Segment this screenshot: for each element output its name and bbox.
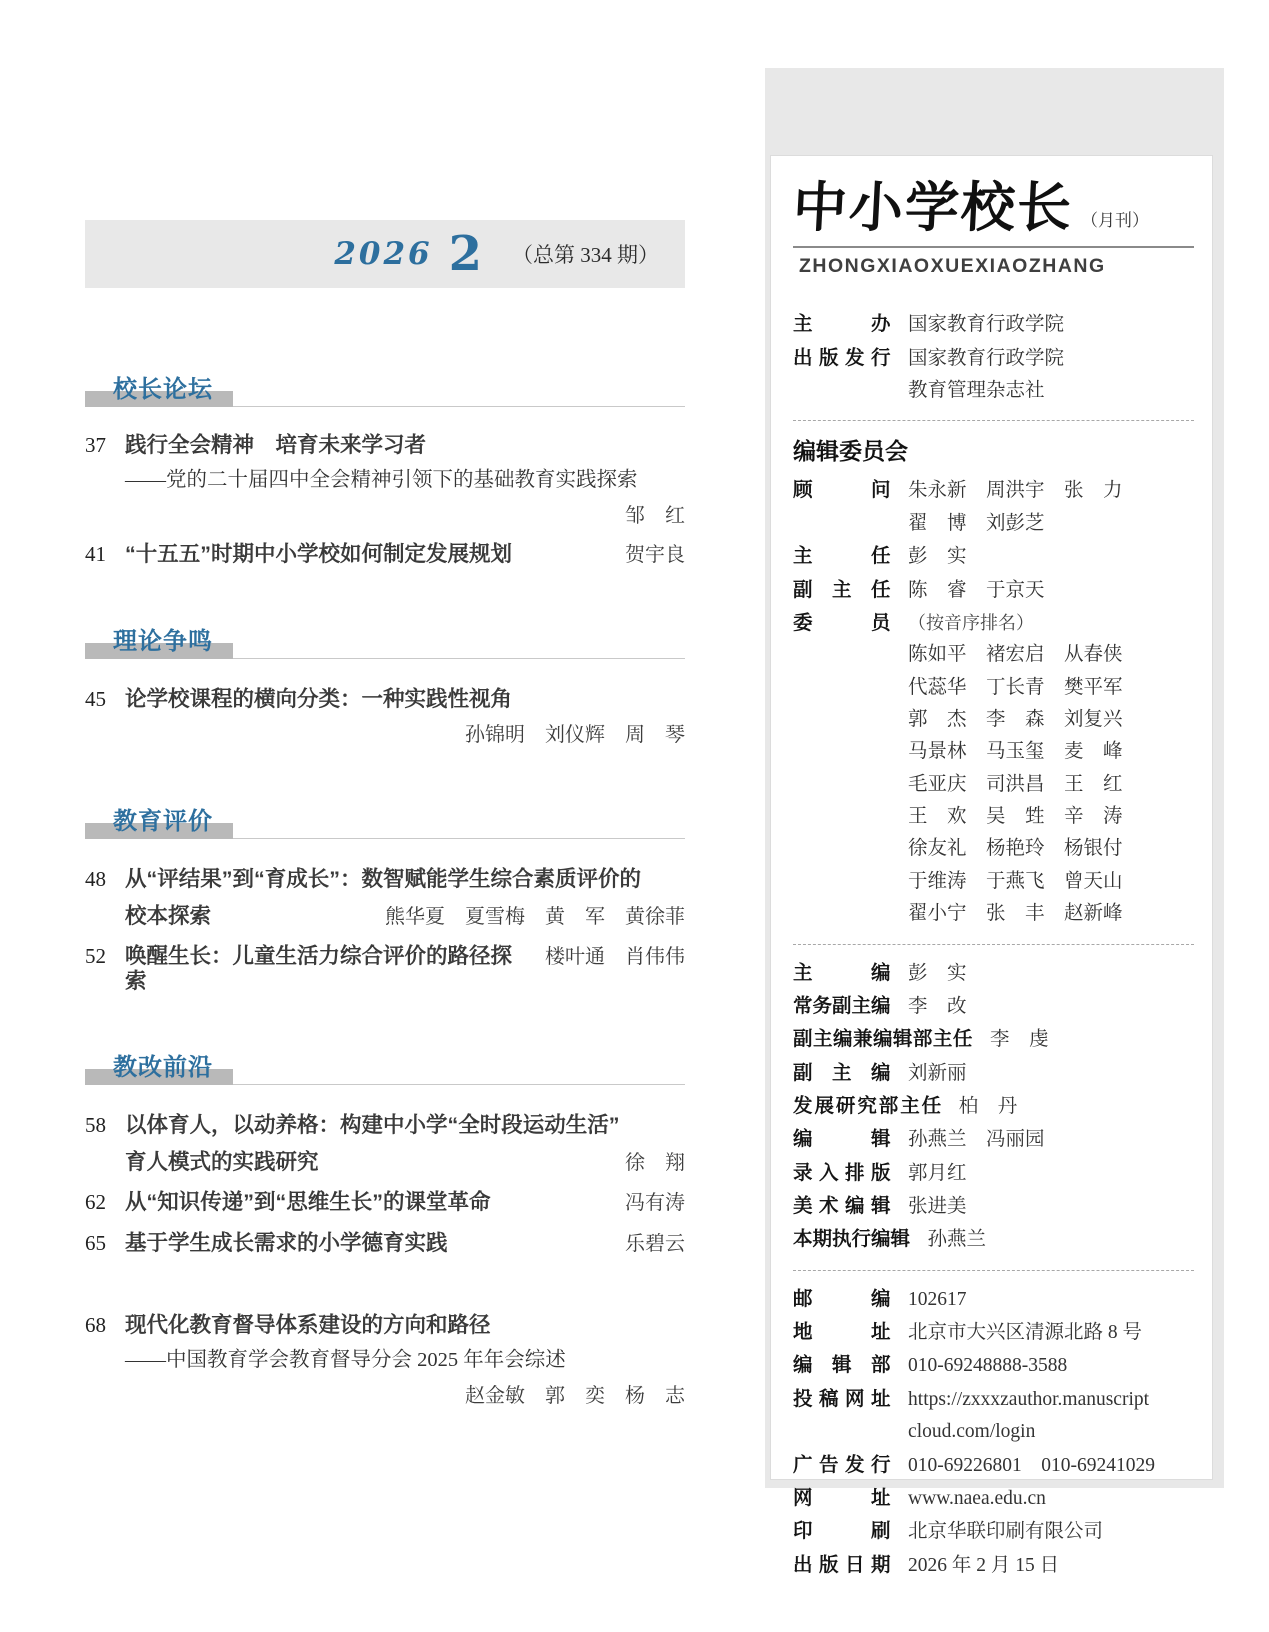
- staff-label: 副主编: [793, 1061, 891, 1084]
- article-62: [85, 1190, 685, 1216]
- article-authors: 邹 红: [625, 505, 685, 527]
- committee-member-row: 郭 杰 李 森 刘复兴: [908, 708, 1123, 730]
- deputy-director-label: 副主任: [793, 578, 891, 601]
- editorial-dept-row: [793, 1349, 1194, 1382]
- magazine-title: 中小学校长: [791, 175, 1075, 239]
- committee-heading: 编辑委员会: [793, 438, 908, 465]
- article-41: [85, 542, 685, 568]
- article-page-number: 52: [85, 944, 106, 968]
- staff-label: 副主编兼编辑部主任: [793, 1028, 973, 1051]
- staff-value: 孙燕兰: [927, 1229, 987, 1251]
- submission-url-line2: cloud.com/login: [908, 1421, 1036, 1443]
- staff-row-managing-deputy-editor: [793, 990, 1194, 1023]
- article-page-number: 65: [85, 1231, 106, 1255]
- article-45: [85, 687, 685, 748]
- section-header-theory-debate: [85, 614, 685, 659]
- masthead-card: [770, 155, 1213, 1576]
- members-label: 委员: [793, 611, 891, 634]
- address-label: 地址: [793, 1321, 891, 1344]
- staff-value: 郭月红: [908, 1162, 967, 1184]
- staff-row-deputy-editor: [793, 1057, 1194, 1090]
- issue-banner: [85, 220, 685, 288]
- pubdate-label: 出版日期: [793, 1553, 891, 1576]
- section-label: 教育评价: [113, 808, 213, 835]
- director-label: 主任: [793, 545, 891, 568]
- staff-row-executive-editor: [793, 1223, 1194, 1256]
- magazine-pinyin: ZHONGXIAOXUEXIAOZHANG: [799, 255, 1106, 278]
- postcode-row: [793, 1283, 1194, 1316]
- dashed-divider: [793, 944, 1194, 945]
- organizer-row: [793, 308, 1194, 341]
- staff-row-art-editor: [793, 1190, 1194, 1223]
- editorial-dept-phone: 010-69248888-3588: [908, 1355, 1068, 1377]
- organizer-label: 主办: [793, 313, 891, 336]
- article-page-number: 68: [85, 1313, 106, 1337]
- section-header-education-evaluation: [85, 794, 685, 839]
- masthead-title-block: [791, 175, 1194, 239]
- article-title: 践行全会精神 培育未来学习者: [125, 433, 427, 457]
- article-title: “十五五”时期中小学校如何制定发展规划: [125, 542, 513, 566]
- website-row: [793, 1482, 1194, 1515]
- director-value: 彭 实: [908, 546, 967, 568]
- staff-value: 李 改: [908, 995, 967, 1017]
- committee-member-row: 翟小宁 张 丰 赵新峰: [908, 903, 1123, 925]
- staff-label: 主编: [793, 961, 891, 984]
- issue-year: 2026: [334, 236, 433, 272]
- deputy-director-row: [793, 574, 1194, 607]
- advisor-label: 顾问: [793, 479, 891, 502]
- dashed-divider: [793, 420, 1194, 421]
- postcode-label: 邮编: [793, 1287, 891, 1310]
- committee-member-row: 马景林 马玉玺 麦 峰: [908, 741, 1123, 763]
- committee-member-row: 王 欢 吴 甡 辛 涛: [908, 806, 1123, 828]
- staff-label: 本期执行编辑: [793, 1228, 911, 1251]
- address-row: [793, 1316, 1194, 1349]
- article-page-number: 48: [85, 867, 106, 891]
- article-authors: 楼叶通 肖伟伟: [545, 946, 685, 968]
- section-label: 理论争鸣: [113, 628, 213, 655]
- members-note: （按音序排名）: [908, 612, 1035, 633]
- pubdate-row: [793, 1549, 1194, 1582]
- article-subtitle: ——中国教育学会教育督导分会 2025 年年会综述: [125, 1349, 566, 1371]
- article-authors: 贺宇良: [625, 544, 685, 566]
- article-52: [85, 944, 685, 994]
- advisor-names-line2: 翟 博 刘彭芝: [908, 512, 1045, 534]
- article-authors: 乐碧云: [625, 1233, 685, 1255]
- publisher-label: 出版发行: [793, 346, 891, 369]
- table-of-contents: [85, 220, 685, 1409]
- magazine-frequency: （月刊）: [1081, 211, 1149, 231]
- staff-row-typesetting: [793, 1157, 1194, 1190]
- director-row: [793, 540, 1194, 573]
- ads-label: 广告发行: [793, 1453, 891, 1476]
- committee-member-row: 徐友礼 杨艳玲 杨银付: [908, 838, 1123, 860]
- committee-member-row: 于维涛 于燕飞 曾天山: [908, 870, 1123, 892]
- committee-member-row: 陈如平 褚宏启 从春侠: [908, 644, 1123, 666]
- website-label: 网址: [793, 1486, 891, 1509]
- advisor-row: [793, 474, 1194, 540]
- editorial-dept-label: 编辑部: [793, 1354, 891, 1377]
- publisher-value-2: 教育管理杂志社: [908, 380, 1045, 402]
- submission-url-line1: https://zxxxzauthor.manuscript: [908, 1388, 1150, 1410]
- masthead-backdrop: [765, 68, 1224, 1576]
- article-title: 现代化教育督导体系建设的方向和路径: [125, 1313, 491, 1337]
- staff-value: 孙燕兰 冯丽园: [908, 1129, 1045, 1151]
- deputy-director-value: 陈 睿 于京天: [908, 579, 1045, 601]
- staff-label: 编辑: [793, 1128, 891, 1151]
- article-authors: 孙锦明 刘仪辉 周 琴: [465, 724, 685, 746]
- article-title: 基于学生成长需求的小学德育实践: [125, 1231, 448, 1255]
- staff-value: 柏 丹: [958, 1095, 1018, 1117]
- staff-value: 李 虔: [989, 1029, 1049, 1051]
- pubdate-value: 2026 年 2 月 15 日: [908, 1554, 1060, 1576]
- section-label: 教改前沿: [113, 1054, 213, 1081]
- masthead-rule: [793, 246, 1194, 248]
- article-48: [85, 867, 685, 930]
- staff-label: 常务副主编: [793, 994, 891, 1017]
- submission-site-row: [793, 1383, 1194, 1449]
- members-row: [793, 607, 1194, 639]
- address-value: 北京市大兴区清源北路 8 号: [908, 1322, 1143, 1344]
- article-title: 从“评结果”到“育成长”：数智赋能学生综合素质评价的: [125, 867, 642, 891]
- article-page-number: 41: [85, 542, 106, 566]
- article-title: 以体育人，以动养格：构建中小学“全时段运动生活”: [125, 1113, 620, 1137]
- article-58: [85, 1113, 685, 1176]
- section-label: 校长论坛: [113, 376, 213, 403]
- staff-row-deputy-editor-dept-head: [793, 1023, 1194, 1056]
- committee-member-row: 代蕊华 丁长青 樊平军: [908, 676, 1123, 698]
- issue-number: 2: [448, 226, 482, 282]
- printer-label: 印刷: [793, 1520, 891, 1543]
- staff-label: 美术编辑: [793, 1195, 891, 1218]
- article-37: [85, 433, 685, 529]
- section-header-principal-forum: [85, 362, 685, 407]
- article-authors: 熊华夏 夏雪梅 黄 军 黄徐菲: [385, 906, 685, 928]
- staff-row-chief-editor: [793, 957, 1194, 990]
- ads-phones: 010-69226801 010-69241029: [908, 1454, 1156, 1476]
- article-title: 论学校课程的横向分类：一种实践性视角: [125, 687, 513, 711]
- article-title-line2: 育人模式的实践研究: [125, 1150, 319, 1174]
- staff-label: 发展研究部主任: [793, 1094, 942, 1117]
- staff-value: 刘新丽: [908, 1062, 967, 1084]
- publisher-row: [793, 342, 1194, 408]
- article-68: [85, 1313, 685, 1409]
- article-authors: 冯有涛: [625, 1192, 685, 1214]
- committee-member-row: 毛亚庆 司洪昌 王 红: [908, 773, 1123, 795]
- article-page-number: 37: [85, 433, 106, 457]
- organizer-value: 国家教育行政学院: [908, 314, 1065, 336]
- article-page-number: 58: [85, 1113, 106, 1137]
- staff-row-editors: [793, 1123, 1194, 1156]
- article-title: 唤醒生长：儿童生活力综合评价的路径探索: [125, 944, 513, 993]
- staff-value: 张进美: [908, 1196, 967, 1218]
- dashed-divider: [793, 1270, 1194, 1271]
- issue-total-label: （总第 334 期）: [512, 243, 659, 267]
- postcode-value: 102617: [908, 1288, 967, 1310]
- website-value: www.naea.edu.cn: [908, 1487, 1046, 1509]
- printer-row: [793, 1515, 1194, 1548]
- article-subtitle: ——党的二十届四中全会精神引领下的基础教育实践探索: [125, 469, 638, 491]
- article-title: 从“知识传递”到“思维生长”的课堂革命: [125, 1190, 491, 1214]
- article-title-line2: 校本探索: [125, 904, 212, 928]
- submission-site-label: 投稿网址: [793, 1387, 891, 1410]
- ads-row: [793, 1449, 1194, 1482]
- publisher-value-1: 国家教育行政学院: [908, 347, 1065, 369]
- staff-row-research-dept-head: [793, 1090, 1194, 1123]
- printer-value: 北京华联印刷有限公司: [908, 1521, 1104, 1543]
- advisor-names-line1: 朱永新 周洪宇 张 力: [908, 480, 1123, 502]
- staff-label: 录入排版: [793, 1161, 891, 1184]
- article-authors: 赵金敏 郭 奕 杨 志: [465, 1385, 685, 1407]
- article-65: [85, 1231, 685, 1257]
- article-authors: 徐 翔: [625, 1152, 685, 1174]
- section-header-reform-frontier: [85, 1040, 685, 1085]
- article-page-number: 45: [85, 687, 106, 711]
- article-page-number: 62: [85, 1190, 106, 1214]
- staff-value: 彭 实: [908, 962, 967, 984]
